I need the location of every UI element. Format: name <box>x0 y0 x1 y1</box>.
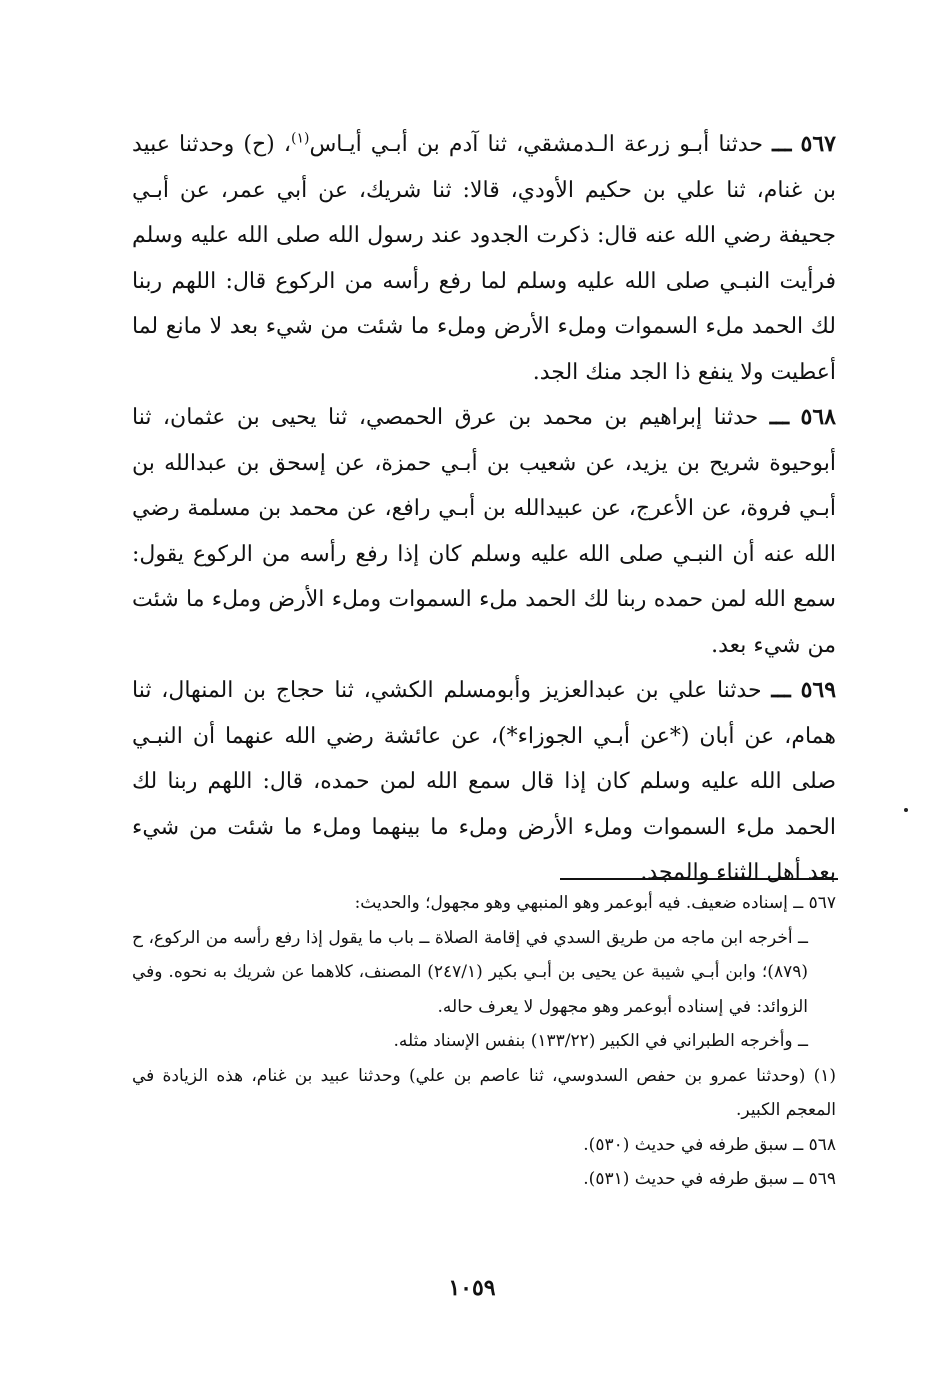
footnote-divider <box>560 878 838 880</box>
hadith-number: ٥٦٨ <box>800 404 836 430</box>
hadith-text: حدثنا أبـو زرعة الـدمشقي، ثنا آدم بن أبـي أيـاس <box>309 132 763 157</box>
hadith-text: حدثنا إبراهيم بن محمد بن عرق الحمصي، ثنا يحيى بن عثمان، ثنا أبوحيوة شريح بن يزيد، عن شعيب بن أبـي حمزة، عن إسحق بن عبدالله بن أبـي فروة، عن الأعرج، عن عبيدالله بن أبـي رافع، عن محمد بن مسلمة رضي الله عنه أن النبـي صلى الله عليه وسلم كان إذا رفع رأسه من الركوع يقول: سمع الله لمن حمده ربنا لك الحمد ملء السموات وملء الأرض وملء ما شئت من شيء بعد. <box>132 405 836 658</box>
footnote-569: ٥٦٩ ــ سبق طرفه في حديث (٥٣١). <box>583 1169 836 1189</box>
footnote-567-head: ٥٦٧ ــ إسناده ضعيف. فيه أبوعمر وهو المنبهي وهو مجهول؛ والحديث: <box>354 893 836 913</box>
page-number: ١٠٥٩ <box>448 1275 496 1301</box>
footnote-567-tabarani: ــ وأخرجه الطبراني في الكبير (١٣٣/٢٢) بنفس الإسناد مثله. <box>393 1031 808 1051</box>
margin-mark <box>904 808 908 812</box>
hadith-567 <box>132 122 836 395</box>
hadith-569 <box>132 668 836 896</box>
hadith-dash: ـــ <box>772 131 792 157</box>
footnote-1: (١) (وحدثنا عمرو بن حفص السدوسي، ثنا عاصم بن علي) وحدثنا عبيد بن غنام، هذه الزيادة في المعجم الكبير. <box>132 1065 836 1120</box>
footnotes-block <box>132 886 836 1197</box>
hadith-number: ٥٦٧ <box>800 131 836 157</box>
footnote-567-ibn-majah: ــ أخرجه ابن ماجه من طريق السدي في إقامة الصلاة ــ باب ما يقول إذا رفع رأسه من الركوع، ح (٨٧٩)؛ وابن أبـي شيبة عن يحيى بن أبـي بكير (٢٤٧/١) المصنف، كلاهما عن شريك به نحوه. وفي الزوائد: في إسناده أبوعمر وهو مجهول لا يعرف حاله. <box>132 927 808 1017</box>
hadith-number: ٥٦٩ <box>800 677 837 703</box>
hadith-text: حدثنا علي بن عبدالعزيز وأبومسلم الكشي، ثنا حجاج بن المنهال، ثنا همام، عن أبان (*عن أبـي الجوزاء*)، عن عائشة رضي الله عنهما أن النبـي صلى الله عليه وسلم كان إذا قال سمع الله لمن حمده، قال: اللهم ربنا لك الحمد ملء السموات وملء الأرض وملء ما بينهما وملء ما شئت من شيء بعد أهل الثناء والمجد. <box>132 678 836 885</box>
hadith-dash: ـــ <box>769 404 790 430</box>
hadith-dash: ـــ <box>771 677 791 703</box>
footnote-ref: (١) <box>290 130 310 147</box>
hadith-text: ، (ح) وحدثنا عبيد بن غنام، ثنا علي بن حكيم الأودي، قالا: ثنا شريك، عن أبي عمر، عن أبـي جحيفة رضي الله عنه قال: ذكرت الجدود عند رسول الله صلى الله عليه وسلم فرأيت النبـي صلى الله عليه وسلم لما رفع رأسه من الركوع قال: اللهم ربنا لك الحمد ملء السموات وملء الأرض وملء ما شئت من شيء بعد لا مانع لما أعطيت ولا ينفع ذا الجد منك الجد. <box>132 132 836 385</box>
main-text-block <box>132 122 836 896</box>
hadith-568 <box>132 395 836 668</box>
footnote-568: ٥٦٨ ــ سبق طرفه في حديث (٥٣٠). <box>583 1134 836 1155</box>
